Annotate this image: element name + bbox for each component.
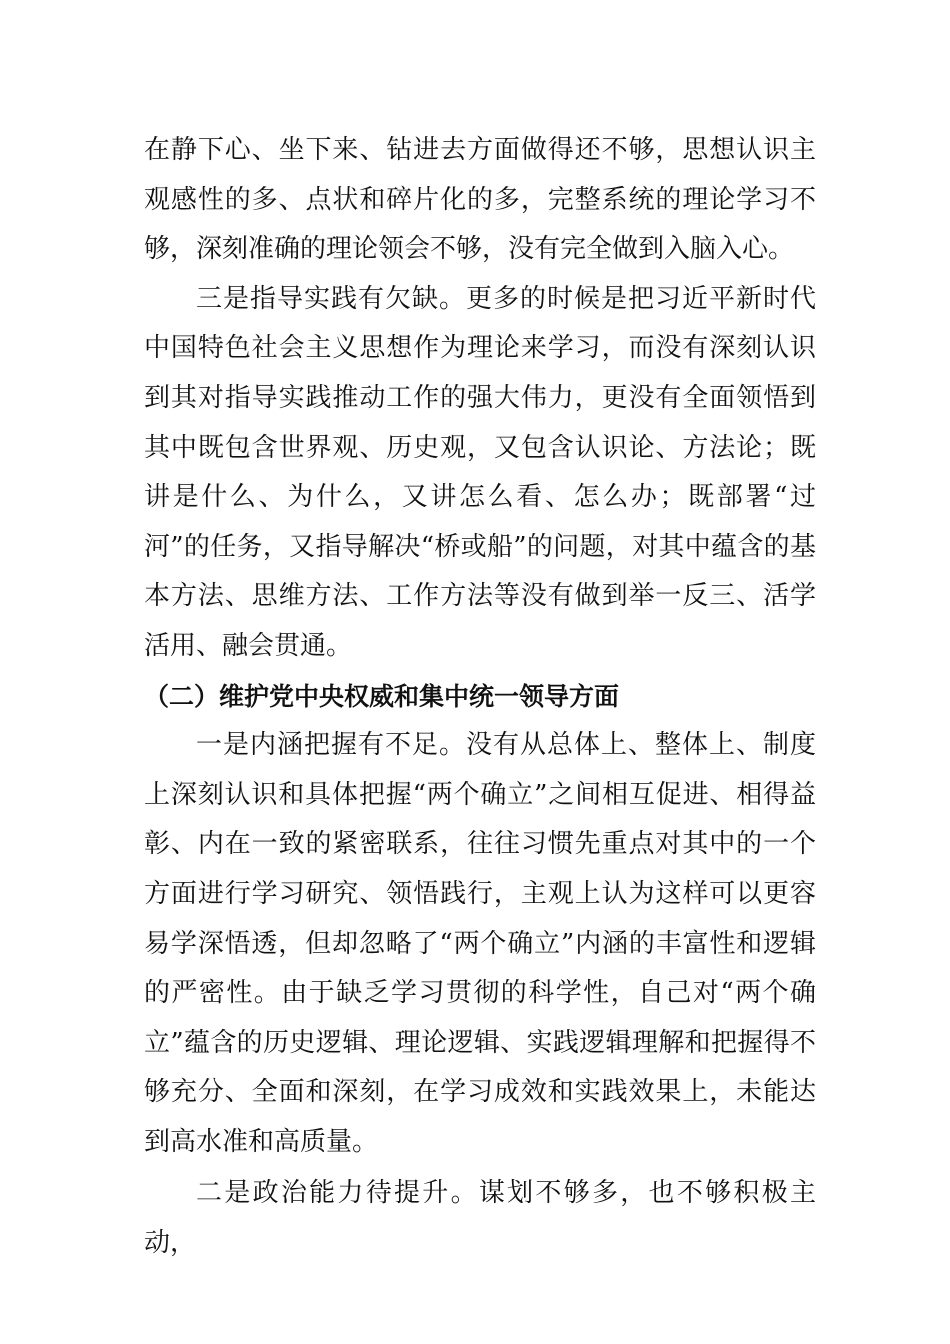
document-body (144, 126, 816, 1269)
section-heading: （二）维护党中央权威和集中统一领导方面 (144, 681, 620, 711)
paragraph-continued: 在静下心、坐下来、钻进去方面做得还不够，思想认识主观感性的多、点状和碎片化的多，完整系统的理论学习不够，深刻准确的理论领会不够，没有完全做到入脑入心。 (144, 135, 816, 265)
paragraph-point-one: 一是内涵把握有不足。没有从总体上、整体上、制度上深刻认识和具体把握“两个确立”之间相互促进、相得益彰、内在一致的紧密联系，往往习惯先重点对其中的一个方面进行学习研究、领悟践行，主观上认为这样可以更容易学深悟透，但却忽略了“两个确立”内涵的丰富性和逻辑的严密性。由于缺乏学习贯彻的科学性，自己对“两个确立”蕴含的历史逻辑、理论逻辑、实践逻辑理解和把握得不够充分、全面和深刻，在学习成效和实践效果上，未能达到高水准和高质量。 (144, 730, 816, 1157)
paragraph-point-two: 二是政治能力待提升。谋划不够多，也不够积极主动， (144, 1178, 816, 1259)
paragraph-point-three: 三是指导实践有欠缺。更多的时候是把习近平新时代中国特色社会主义思想作为理论来学习，而没有深刻认识到其对指导实践推动工作的强大伟力，更没有全面领悟到其中既包含世界观、历史观，又包含认识论、方法论；既讲是什么、为什么，又讲怎么看、怎么办；既部署“过河”的任务，又指导解决“桥或船”的问题，对其中蕴含的基本方法、思维方法、工作方法等没有做到举一反三、活学活用、融会贯通。 (144, 283, 816, 661)
